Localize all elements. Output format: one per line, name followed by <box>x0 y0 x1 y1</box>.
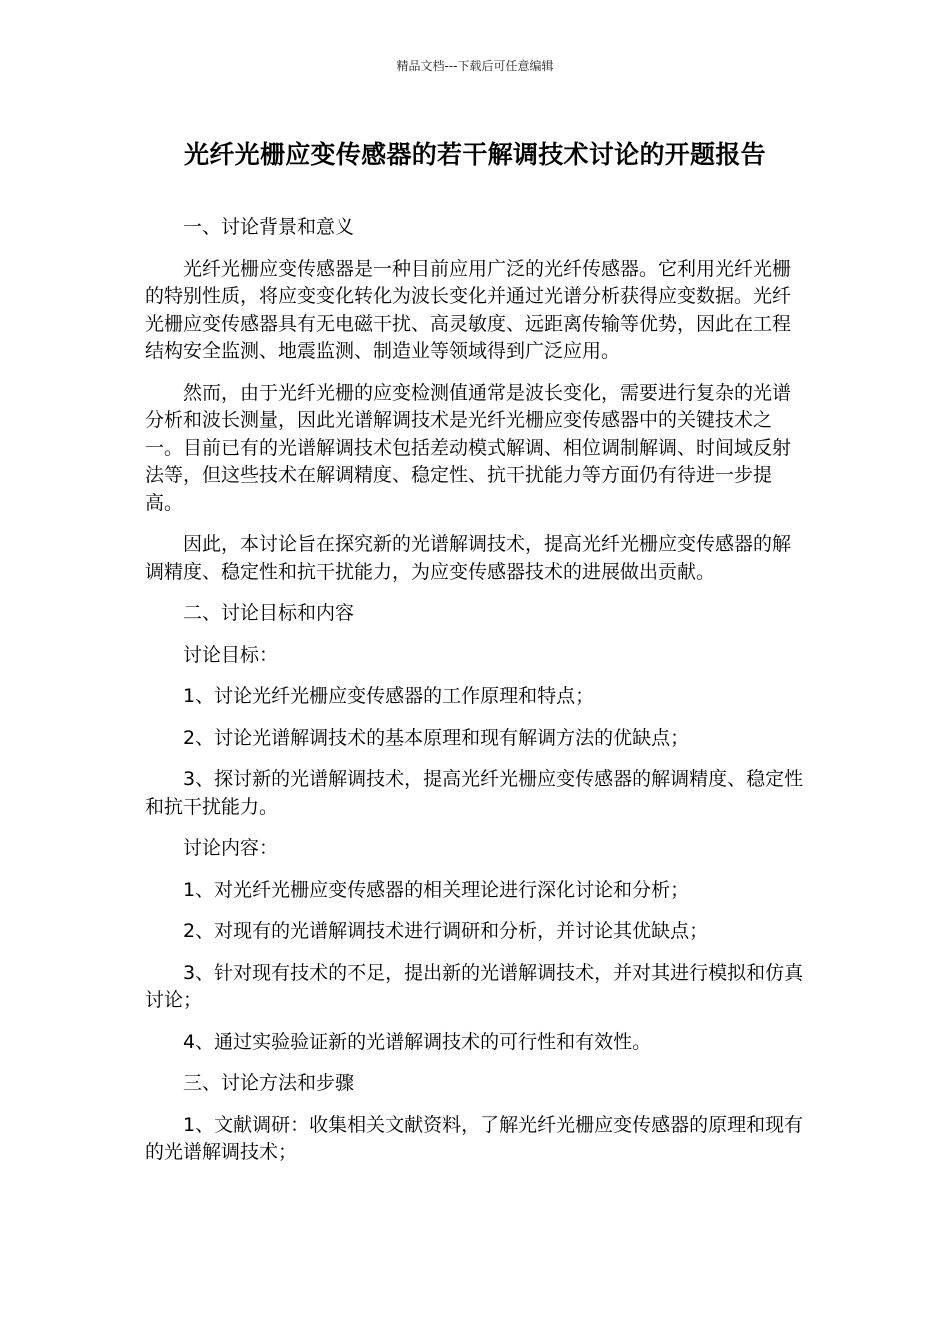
subheading-content: 讨论内容： <box>183 837 279 859</box>
goal-item: 2、讨论光谱解调技术的基本原理和现有解调方法的优缺点； <box>183 726 690 749</box>
content-item: 2、对现有的光谱解调技术进行调研和分析，并讨论其优缺点； <box>183 920 709 942</box>
content-item: 4、通过实验验证新的光谱解调技术的可行性和有效性。 <box>183 1030 652 1053</box>
goal-item: 3、探讨新的光谱解调技术，提高光纤光栅应变传感器的解调精度、稳定性和抗干扰能力。 <box>145 768 804 818</box>
document-title: 光纤光栅应变传感器的若干解调技术讨论的开题报告 <box>184 140 766 169</box>
content-item: 3、针对现有技术的不足，提出新的光谱解调技术，并对其进行模拟和仿真讨论； <box>145 961 804 1011</box>
section-heading-methods: 三、讨论方法和步骤 <box>183 1072 355 1094</box>
paragraph-demodulation-importance: 然而，由于光纤光栅的应变检测值通常是波长变化，需要进行复杂的光谱分析和波长测量，因此光谱解调技术是光纤光栅应变传感器中的关键技术之一。目前已有的光谱解调技术包括差动模式解调、相位调制解调、时间域反射法等，但这些技术在解调精度、稳定性、抗干扰能力等方面仍有待进一步提高。 <box>145 381 792 514</box>
section-heading-goals: 二、讨论目标和内容 <box>183 602 355 624</box>
document-body <box>145 214 807 1181</box>
subheading-goals: 讨论目标： <box>183 643 279 666</box>
paragraph-purpose: 因此，本讨论旨在探究新的光谱解调技术，提高光纤光栅应变传感器的解调精度、稳定性和抗干扰能力，为应变传感器技术的进展做出贡献。 <box>145 533 792 583</box>
goal-item: 1、讨论光纤光栅应变传感器的工作原理和特点； <box>183 685 595 707</box>
content-item: 1、对光纤光栅应变传感器的相关理论进行深化讨论和分析； <box>183 878 690 901</box>
method-item: 1、文献调研：收集相关文献资料，了解光纤光栅应变传感器的原理和现有的光谱解调技术； <box>145 1113 804 1163</box>
paragraph-background: 光纤光栅应变传感器是一种目前应用广泛的光纤传感器。它利用光纤光栅的特别性质，将应变变化转化为波长变化并通过光谱分析获得应变数据。光纤光栅应变传感器具有无电磁干扰、高灵敏度、远距离传输等优势，因此在工程结构安全监测、地震监测、制造业等领域得到广泛应用。 <box>145 257 792 362</box>
section-heading-background: 一、讨论背景和意义 <box>183 216 355 238</box>
page-header: 精品文档---下载后可任意编辑 <box>396 59 554 73</box>
